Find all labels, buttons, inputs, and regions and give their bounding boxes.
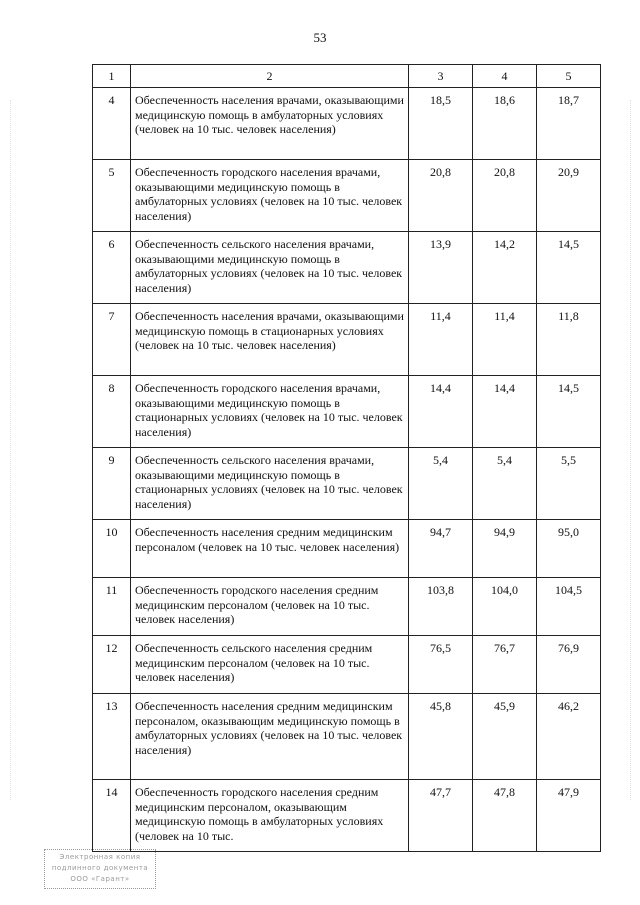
indicator-name: Обеспеченность населения врачами, оказывающими медицинскую помощь в стационарных условиях (человек на 10 тыс. человек населения) — [131, 304, 409, 376]
value-col-4: 104,0 — [473, 578, 537, 636]
value-col-4: 14,2 — [473, 232, 537, 304]
value-col-3: 14,4 — [409, 376, 473, 448]
table-row — [93, 578, 601, 636]
table-row — [93, 376, 601, 448]
table-row — [93, 636, 601, 694]
indicator-table — [92, 64, 601, 852]
table-row — [93, 448, 601, 520]
value-col-3: 20,8 — [409, 160, 473, 232]
header-col-4: 4 — [473, 65, 537, 88]
value-col-3: 45,8 — [409, 694, 473, 780]
indicator-name: Обеспеченность населения средним медицинским персоналом, оказывающим медицинскую помощь в амбулаторных условиях (человек на 10 тыс. человек населения) — [131, 694, 409, 780]
row-number: 7 — [93, 304, 131, 376]
header-col-5: 5 — [537, 65, 601, 88]
stamp-line: ООО «Гарант» — [70, 875, 130, 883]
value-col-3: 103,8 — [409, 578, 473, 636]
indicator-name: Обеспеченность сельского населения врачами, оказывающими медицинскую помощь в стационарных условиях (человек на 10 тыс. человек населения) — [131, 448, 409, 520]
value-col-3: 76,5 — [409, 636, 473, 694]
table-row — [93, 304, 601, 376]
value-col-3: 11,4 — [409, 304, 473, 376]
value-col-4: 76,7 — [473, 636, 537, 694]
indicator-name: Обеспеченность населения средним медицинским персоналом (человек на 10 тыс. человек населения) — [131, 520, 409, 578]
indicator-name: Обеспеченность сельского населения средним медицинским персоналом (человек на 10 тыс. человек населения) — [131, 636, 409, 694]
row-number: 10 — [93, 520, 131, 578]
value-col-5: 14,5 — [537, 376, 601, 448]
stamp-line: подлинного документа — [51, 864, 149, 872]
value-col-3: 13,9 — [409, 232, 473, 304]
row-number: 4 — [93, 88, 131, 160]
indicator-name: Обеспеченность сельского населения врачами, оказывающими медицинскую помощь в амбулаторных условиях (человек на 10 тыс. человек населения) — [131, 232, 409, 304]
row-number: 6 — [93, 232, 131, 304]
value-col-4: 45,9 — [473, 694, 537, 780]
table-row — [93, 232, 601, 304]
value-col-4: 18,6 — [473, 88, 537, 160]
table-header-row — [93, 65, 601, 88]
value-col-4: 11,4 — [473, 304, 537, 376]
value-col-3: 5,4 — [409, 448, 473, 520]
value-col-4: 20,8 — [473, 160, 537, 232]
value-col-3: 18,5 — [409, 88, 473, 160]
value-col-5: 5,5 — [537, 448, 601, 520]
header-col-2: 2 — [131, 65, 409, 88]
row-number: 9 — [93, 448, 131, 520]
value-col-3: 94,7 — [409, 520, 473, 578]
scan-margin-right — [630, 100, 632, 800]
header-col-3: 3 — [409, 65, 473, 88]
value-col-4: 14,4 — [473, 376, 537, 448]
value-col-4: 5,4 — [473, 448, 537, 520]
indicator-name: Обеспеченность населения врачами, оказывающими медицинскую помощь в амбулаторных условиях (человек на 10 тыс. человек населения) — [131, 88, 409, 160]
stamp-line: Электронная копия — [59, 853, 141, 861]
value-col-5: 14,5 — [537, 232, 601, 304]
row-number: 5 — [93, 160, 131, 232]
row-number: 11 — [93, 578, 131, 636]
value-col-5: 20,9 — [537, 160, 601, 232]
indicator-name: Обеспеченность городского населения средним медицинским персоналом, оказывающим медицинскую помощь в амбулаторных условиях (человек на 10 тыс. — [131, 780, 409, 852]
row-number: 14 — [93, 780, 131, 852]
table-row — [93, 520, 601, 578]
value-col-5: 95,0 — [537, 520, 601, 578]
scan-margin-left — [10, 100, 12, 800]
value-col-5: 76,9 — [537, 636, 601, 694]
value-col-5: 47,9 — [537, 780, 601, 852]
value-col-5: 11,8 — [537, 304, 601, 376]
value-col-3: 47,7 — [409, 780, 473, 852]
table-row — [93, 694, 601, 780]
header-col-1: 1 — [93, 65, 131, 88]
value-col-5: 104,5 — [537, 578, 601, 636]
table-row — [93, 88, 601, 160]
value-col-5: 18,7 — [537, 88, 601, 160]
indicator-name: Обеспеченность городского населения средним медицинским персоналом (человек на 10 тыс. человек населения) — [131, 578, 409, 636]
row-number: 12 — [93, 636, 131, 694]
value-col-5: 46,2 — [537, 694, 601, 780]
indicator-name: Обеспеченность городского населения врачами, оказывающими медицинскую помощь в амбулаторных условиях (человек на 10 тыс. человек населения) — [131, 160, 409, 232]
indicator-name: Обеспеченность городского населения врачами, оказывающими медицинскую помощь в стационарных условиях (человек на 10 тыс. человек населения) — [131, 376, 409, 448]
row-number: 13 — [93, 694, 131, 780]
table-row — [93, 160, 601, 232]
value-col-4: 94,9 — [473, 520, 537, 578]
page-number: 53 — [313, 30, 327, 45]
copy-stamp — [44, 849, 156, 889]
table-row — [93, 780, 601, 852]
row-number: 8 — [93, 376, 131, 448]
value-col-4: 47,8 — [473, 780, 537, 852]
